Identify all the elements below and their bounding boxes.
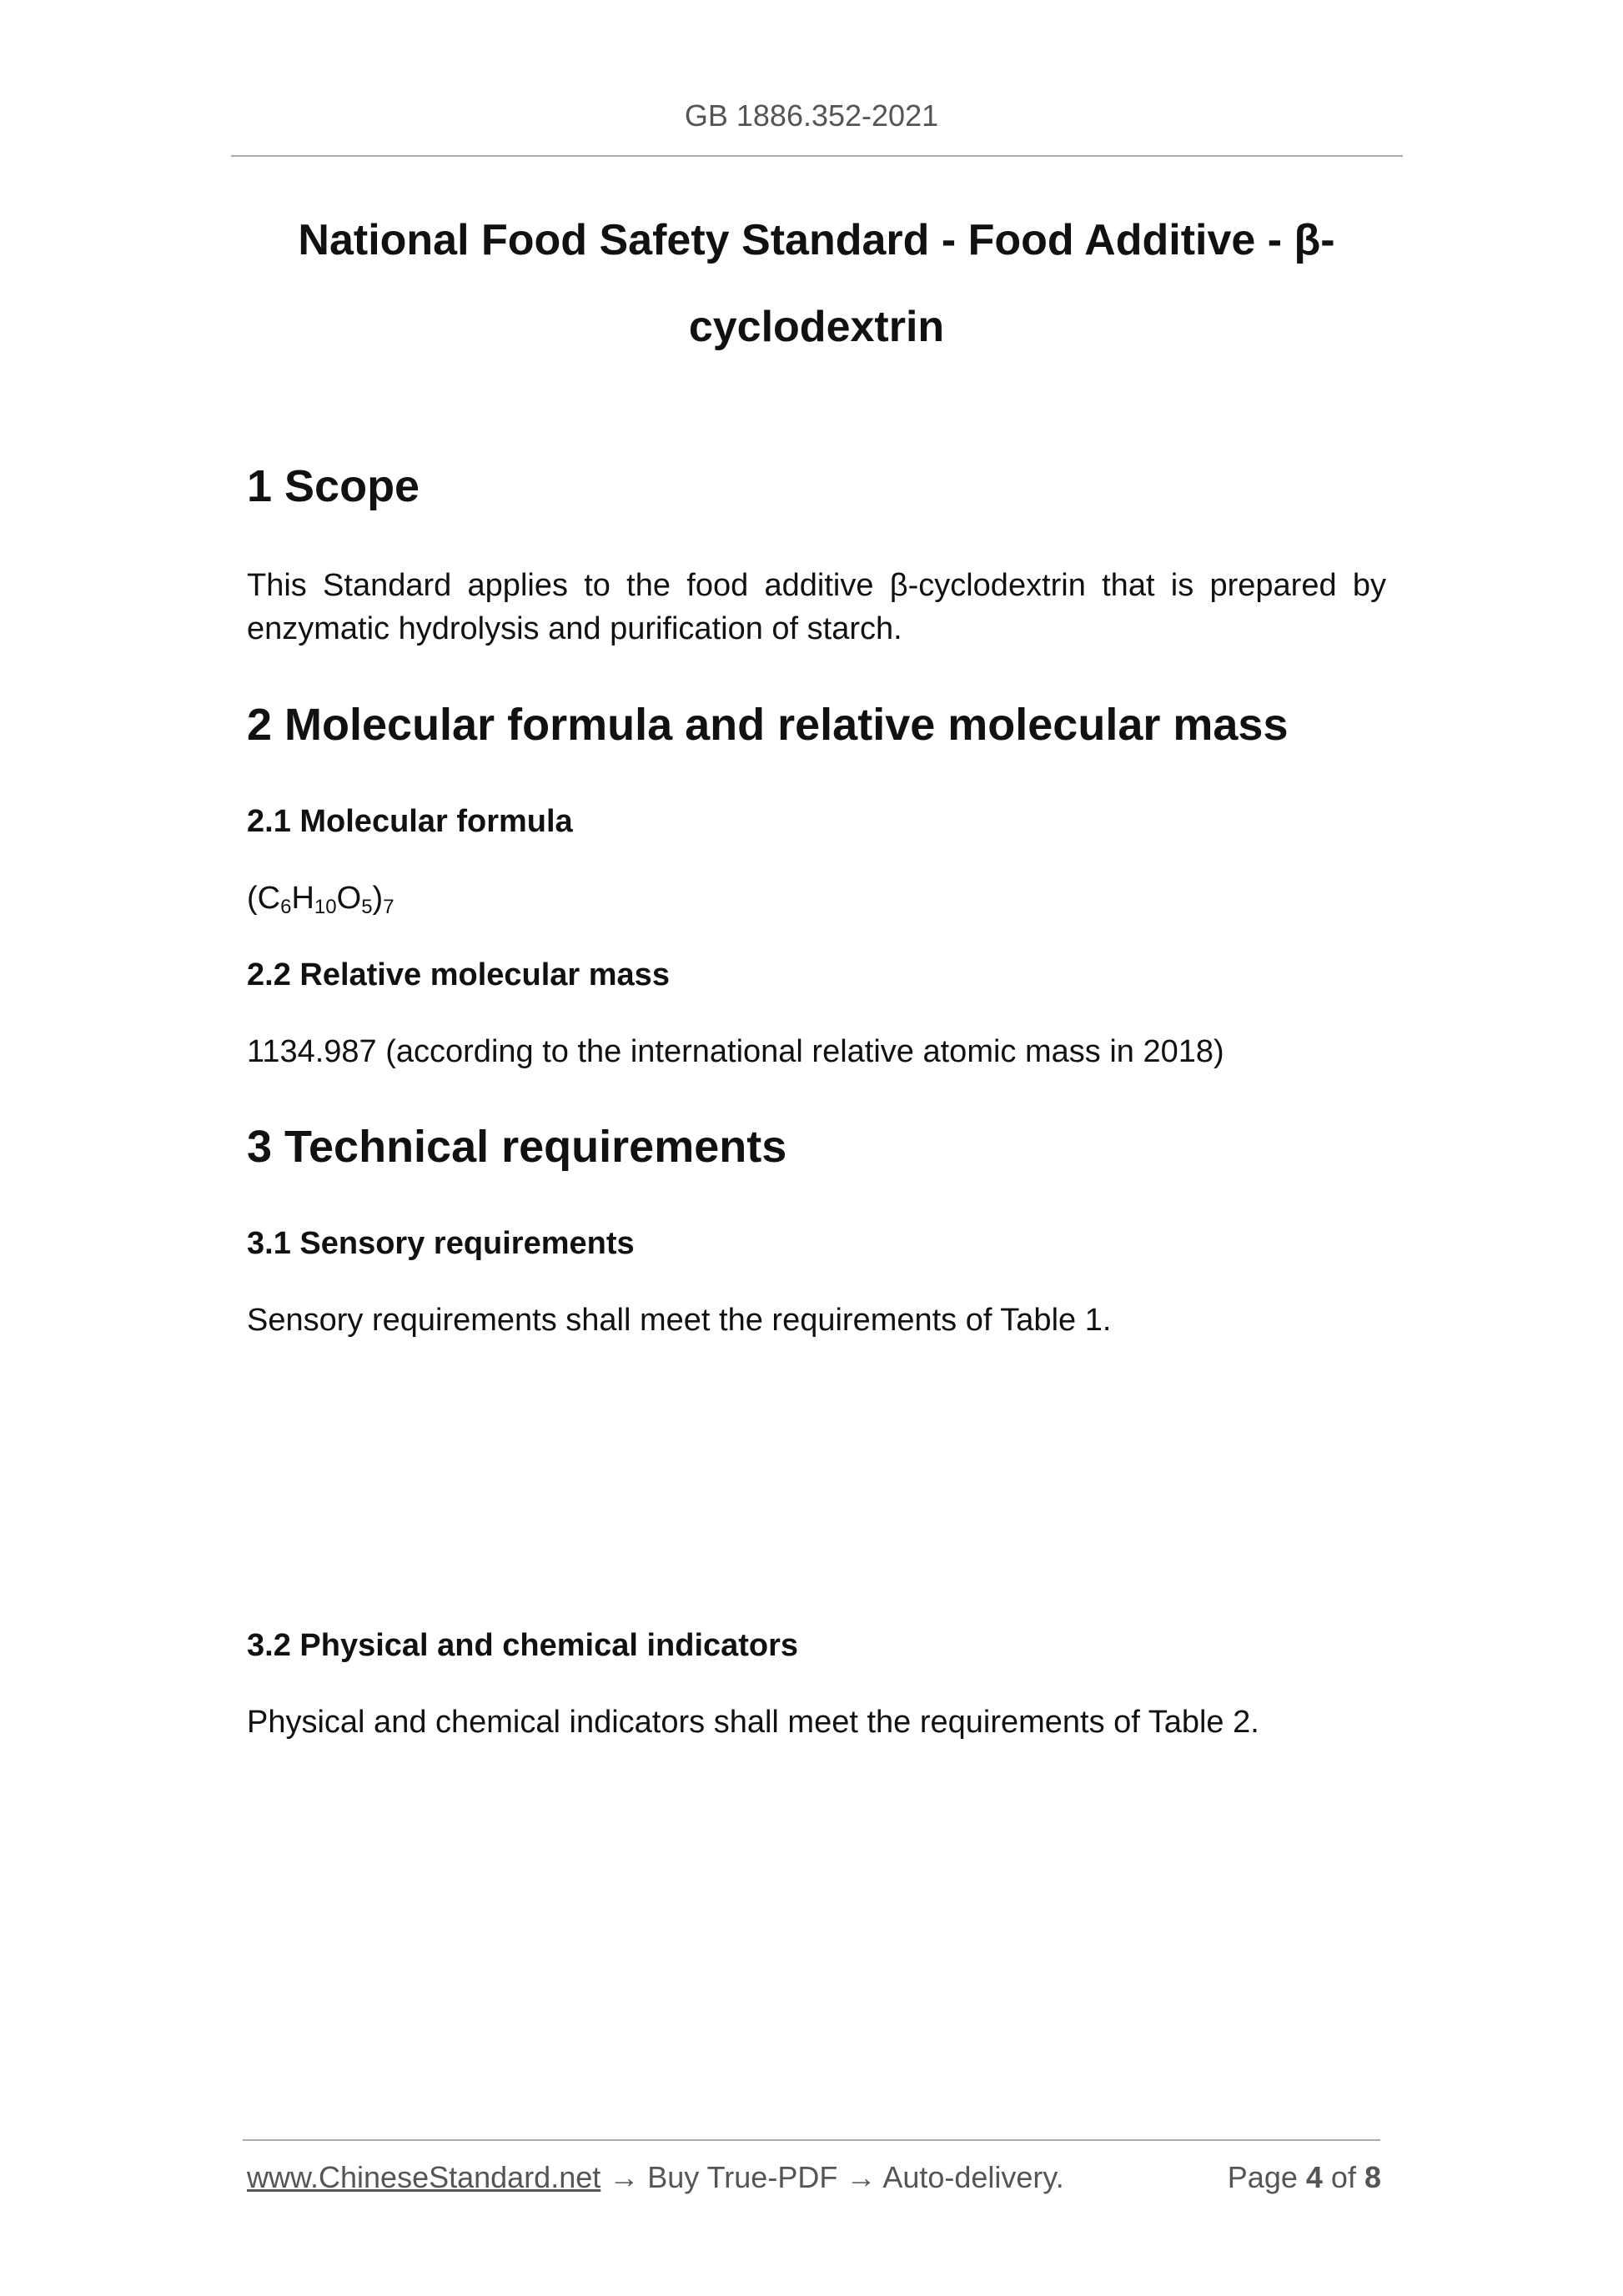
document-title-line-2: cyclodextrin bbox=[688, 303, 945, 351]
formula-open-carbon: (C bbox=[247, 881, 281, 916]
subsection-2-1-heading: 2.1 Molecular formula bbox=[247, 804, 573, 839]
formula-repeat-count: 7 bbox=[383, 896, 394, 918]
page-indicator bbox=[1228, 2160, 1381, 2195]
relative-molecular-mass-value: 1134.987 (according to the international relative atomic mass in 2018) bbox=[247, 1034, 1224, 1069]
section-1-body: This Standard applies to the food additive β-cyclodextrin that is prepared by enzymatic hydrolysis and purification of starch. bbox=[247, 568, 1386, 646]
page-total-number: 8 bbox=[1364, 2160, 1381, 2194]
page-current-number: 4 bbox=[1305, 2160, 1323, 2194]
subsection-3-2-heading: 3.2 Physical and chemical indicators bbox=[247, 1628, 799, 1663]
header-divider bbox=[231, 155, 1403, 157]
formula-hydrogen-count: 10 bbox=[314, 896, 337, 918]
subsection-3-1-heading: 3.1 Sensory requirements bbox=[247, 1226, 635, 1261]
subsection-2-2-heading: 2.2 Relative molecular mass bbox=[247, 957, 670, 992]
running-header: GB 1886.352-2021 bbox=[684, 98, 939, 133]
footer-divider bbox=[243, 2139, 1380, 2141]
formula-oxygen-count: 5 bbox=[361, 896, 373, 918]
subsection-3-1-body: Sensory requirements shall meet the requirements of Table 1. bbox=[247, 1303, 1112, 1338]
document-title-line-1: National Food Safety Standard - Food Additive - β- bbox=[298, 216, 1335, 264]
section-2-heading: 2 Molecular formula and relative molecular mass bbox=[247, 700, 1289, 750]
formula-hydrogen: H bbox=[291, 881, 314, 916]
formula-carbon-count: 6 bbox=[280, 896, 292, 918]
page-label: Page bbox=[1227, 2160, 1298, 2194]
footer-promo bbox=[247, 2160, 1064, 2195]
molecular-formula bbox=[247, 881, 394, 919]
of-label: of bbox=[1330, 2160, 1356, 2194]
formula-oxygen: O bbox=[336, 881, 362, 916]
section-1-heading: 1 Scope bbox=[247, 461, 420, 511]
footer-tagline: → Buy True-PDF → Auto-delivery. bbox=[600, 2160, 1064, 2194]
section-3-heading: 3 Technical requirements bbox=[247, 1122, 787, 1172]
formula-close: ) bbox=[372, 881, 384, 916]
subsection-3-2-body: Physical and chemical indicators shall meet the requirements of Table 2. bbox=[247, 1705, 1259, 1740]
document-title bbox=[247, 197, 1386, 370]
chinesestandard-link[interactable]: www.ChineseStandard.net bbox=[247, 2160, 601, 2194]
